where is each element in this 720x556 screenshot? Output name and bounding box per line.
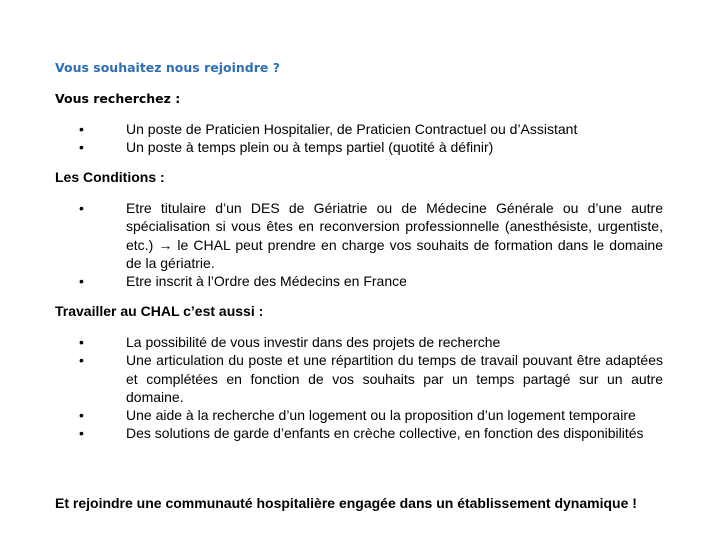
closing-statement: Et rejoindre une communauté hospitalière engagée dans un établissement dynamique ! [55,495,637,511]
list-item: • Des solutions de garde d’enfants en crèche collective, en fonction des disponibilités [79,425,644,442]
bullet-icon: • [79,352,84,369]
bullet-icon: • [79,407,84,424]
bullet-icon: • [79,273,84,290]
travailler-list [0,333,663,443]
recherchez-list [0,120,663,157]
bullet-icon: • [79,139,84,156]
bullet-icon: • [79,425,84,442]
list-item: • Un poste de Praticien Hospitalier, de Praticien Contractuel ou d’Assistant [79,121,578,137]
list-item: • Etre inscrit à l’Ordre des Médecins en France [79,273,407,290]
list-item: • Un poste à temps plein ou à temps partiel (quotité à définir) [79,139,494,156]
list-item: • Une aide à la recherche d’un logement ou la proposition d’un logement temporaire [79,407,636,424]
list-item: • Une articulation du poste et une répartition du temps de travail pouvant être adaptées et complétées en fonction de vos souhaits par un temps partagé sur un autre domaine. [79,352,663,405]
list-item: • La possibilité de vous investir dans des projets de recherche [79,334,501,350]
travailler-title: Travailler au CHAL c’est aussi : [55,303,264,319]
conditions-title: Les Conditions : [55,169,165,185]
bullet-icon: • [79,200,84,216]
recherchez-title: Vous recherchez : [55,91,181,106]
page-heading: Vous souhaitez nous rejoindre ? [55,60,280,75]
bullet-icon: • [79,334,84,350]
conditions-list [0,199,663,290]
bullet-icon: • [79,121,84,137]
list-item: • Etre titulaire d’un DES de Gériatrie ou de Médecine Générale ou d’une autre spécialisation si vous êtes en reconversion professionnelle (anesthésiste, urgentiste, etc.) → le CHAL peut prendre en charge vos souhaits de formation dans le domaine de la gériatrie. [79,200,663,271]
